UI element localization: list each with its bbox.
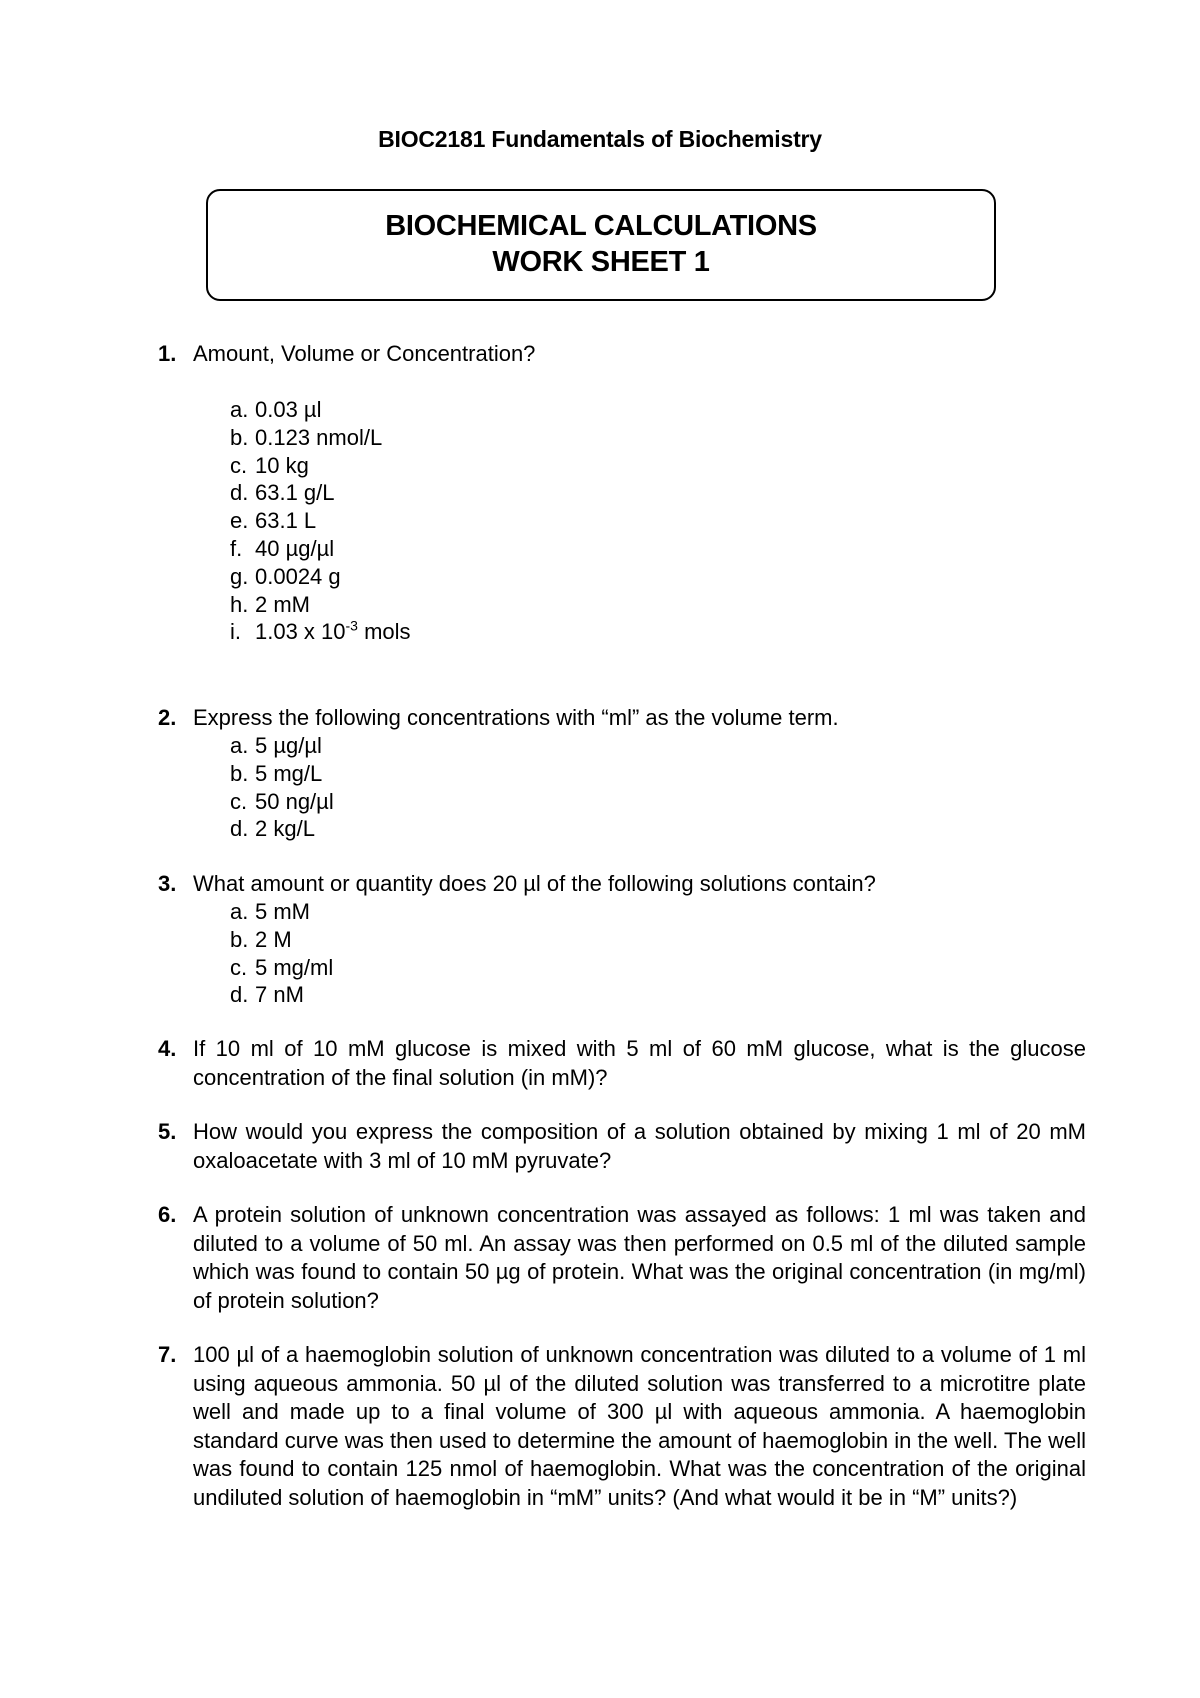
question-text: Amount, Volume or Concentration? — [193, 341, 536, 366]
question-5 — [158, 1118, 1086, 1175]
option-item: c. 10 kg — [230, 452, 309, 478]
question-2 — [158, 704, 1086, 733]
question-4 — [158, 1035, 1086, 1092]
option-item: h. 2 mM — [230, 591, 310, 617]
worksheet-title-box — [206, 189, 996, 301]
option-item: a. 5 mM — [230, 899, 310, 924]
question-7 — [158, 1341, 1086, 1512]
question-number: 2. — [158, 705, 177, 730]
option-item: f. 40 µg/µl — [230, 535, 335, 561]
option-item: a. 5 µg/µl — [230, 733, 322, 758]
worksheet-title-line-1: BIOCHEMICAL CALCULATIONS — [385, 210, 817, 242]
option-item: d. 2 kg/L — [230, 816, 315, 842]
question-1-options — [230, 396, 411, 646]
question-number: 5. — [158, 1119, 177, 1144]
question-text: How would you express the composition of a solution obtained by mixing 1 ml of 20 mM oxaloacetate with 3 ml of 10 mM pyruvate? — [193, 1119, 1086, 1173]
question-number: 6. — [158, 1202, 177, 1227]
option-item: b. 0.123 nmol/L — [230, 424, 383, 450]
question-text: A protein solution of unknown concentration was assayed as follows: 1 ml was taken and diluted to a volume of 50 ml. An assay was then performed on 0.5 ml of the diluted sample which was found to contain 50 µg of protein. What was the original concentration (in mg/ml) of protein solution? — [193, 1202, 1086, 1313]
option-item: i. 1.03 x $10^{-3}$ mols — [230, 618, 411, 645]
option-item: d. 7 nM — [230, 982, 304, 1008]
question-number: 3. — [158, 871, 177, 896]
worksheet-title-line-2: WORK SHEET 1 — [492, 246, 710, 278]
option-item: d. 63.1 g/L — [230, 480, 335, 506]
question-text: 100 µl of a haemoglobin solution of unknown concentration was diluted to a volume of 1 ml using aqueous ammonia. 50 µl of the diluted solution was transferred to a microtitre plate well and made up to a final volume of 300 µl with aqueous ammonia. A haemoglobin standard curve was then used to determine the amount of haemoglobin in the well. The well was found to contain 125 nmol of haemoglobin. What was the concentration of the original undiluted solution of haemoglobin in “mM” units? (And what would it be in “M” units?) — [193, 1342, 1086, 1510]
question-number: 1. — [158, 341, 177, 366]
question-3 — [158, 870, 1086, 899]
question-2-options — [230, 732, 334, 843]
question-text: What amount or quantity does 20 µl of the following solutions contain? — [193, 871, 876, 896]
option-item: g. 0.0024 g — [230, 563, 341, 589]
option-item: e. 63.1 L — [230, 508, 317, 534]
option-item: b. 5 mg/L — [230, 760, 323, 786]
option-item: b. 2 M — [230, 926, 292, 952]
option-item: a. 0.03 µl — [230, 397, 322, 422]
question-number: 7. — [158, 1342, 177, 1367]
question-text: If 10 ml of 10 mM glucose is mixed with 5 ml of 60 mM glucose, what is the glucose concentration of the final solution (in mM)? — [193, 1036, 1086, 1090]
question-6 — [158, 1201, 1086, 1315]
course-title: BIOC2181 Fundamentals of Biochemistry — [378, 126, 822, 152]
question-3-options — [230, 898, 333, 1009]
question-1 — [158, 340, 1086, 369]
option-item: c. 50 ng/µl — [230, 788, 334, 814]
question-number: 4. — [158, 1036, 177, 1061]
option-item: c. 5 mg/ml — [230, 954, 334, 980]
question-text: Express the following concentrations with “ml” as the volume term. — [193, 705, 839, 730]
